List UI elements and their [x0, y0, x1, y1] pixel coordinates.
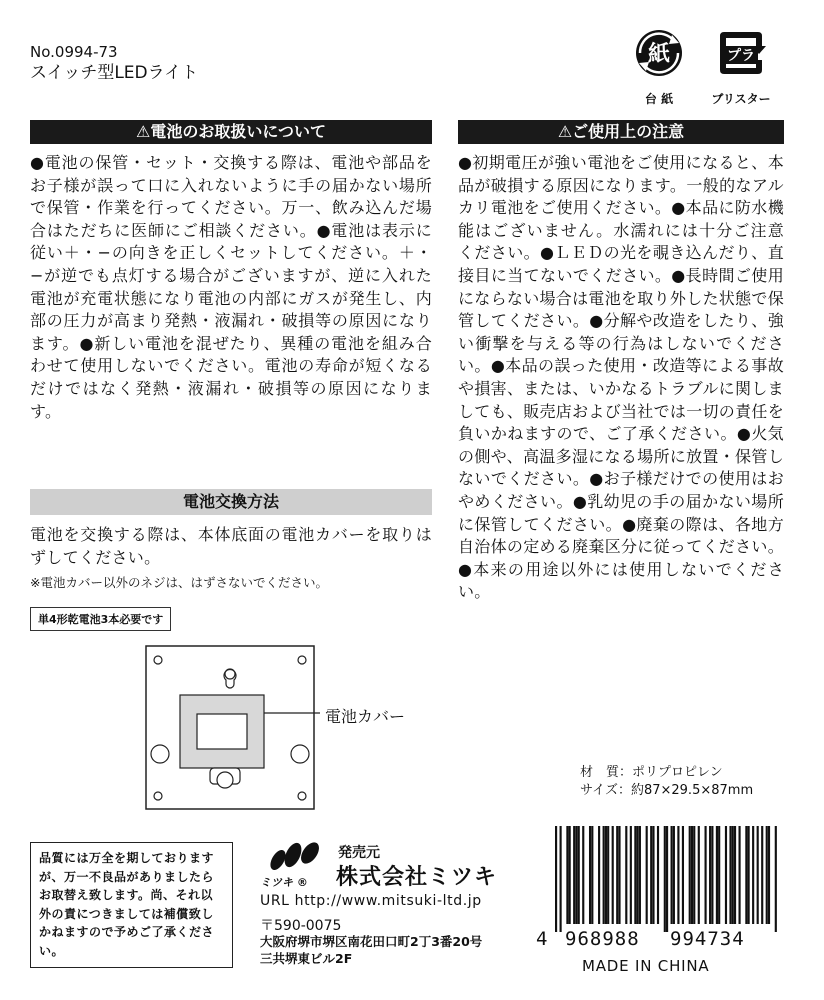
seller-role: 発売元 — [338, 845, 380, 861]
battery-handling-heading: ⚠電池のお取扱いについて — [30, 120, 432, 144]
barcode-bar — [673, 826, 675, 924]
spec-material: 材 質：ポリプロピレン — [580, 765, 723, 780]
barcode-bar — [768, 826, 770, 924]
plastic-symbol: プラ — [727, 48, 755, 64]
mitsuki-logo — [260, 840, 340, 892]
made-in-label: MADE IN CHINA — [582, 957, 710, 975]
barcode-bar — [734, 826, 736, 924]
barcode-bar — [591, 826, 593, 924]
barcode-bar — [705, 826, 707, 924]
barcode-bar — [603, 826, 605, 924]
battery-replacement-note: ※電池カバー以外のネジは、はずさないでください。 — [30, 575, 328, 590]
barcode-bar — [560, 826, 562, 932]
barcode-bar — [616, 826, 618, 924]
barcode-bar — [775, 826, 777, 932]
barcode-bar — [639, 826, 641, 924]
barcode-bar — [578, 826, 580, 924]
barcode-bar — [761, 826, 763, 924]
barcode-group2: 994734 — [670, 928, 745, 950]
barcode-bar — [637, 826, 639, 924]
barcode-bar — [566, 826, 568, 924]
plastic-recycle-mark — [706, 28, 776, 107]
barcode-bar — [630, 826, 632, 924]
barcode-bar — [657, 826, 659, 924]
product-number: No.0994-73 — [30, 43, 118, 61]
barcode-bar — [605, 826, 607, 924]
barcode-bar — [711, 826, 713, 924]
barcode-bar — [555, 826, 557, 932]
barcode-bar — [757, 826, 759, 924]
barcode-bar — [752, 826, 754, 924]
registered-mark: ® — [296, 876, 308, 889]
barcode-bar — [732, 826, 734, 924]
barcode-bar — [689, 826, 691, 924]
barcode-bars — [555, 826, 777, 932]
barcode-bar — [691, 826, 693, 924]
plastic-label: ブリスター — [711, 92, 771, 106]
barcode-bar — [682, 826, 684, 924]
barcode-bar — [693, 826, 695, 924]
spec-size: サイズ：約87×29.5×87mm — [580, 783, 754, 798]
quality-notice: 品質には万全を期しておりますが、万一不良品がありましたらお取替え致します。尚、それ以外の責につきましては補償致しかねますので予めご了承ください。 — [30, 842, 233, 968]
barcode-bar — [677, 826, 679, 924]
address-line2: 三共堺東ビル2F — [260, 951, 353, 966]
company-name: 株式会社ミツキ — [336, 865, 498, 890]
barcode-bar — [698, 826, 700, 924]
paper-recycle-icon — [634, 28, 684, 78]
barcode-bar — [634, 826, 636, 924]
barcode-bar — [652, 826, 654, 924]
paper-label: 台 紙 — [644, 92, 674, 106]
logo-text: ミツキ — [260, 876, 293, 889]
address-line1: 大阪府堺市堺区南花田口町2丁3番20号 — [260, 934, 483, 949]
barcode-bar — [745, 826, 747, 924]
barcode-bar — [598, 826, 600, 924]
battery-replacement-heading: 電池交換方法 — [30, 489, 432, 515]
barcode-bar — [738, 826, 740, 924]
barcode-bar — [573, 826, 575, 924]
barcode-bar — [569, 826, 571, 924]
battery-replacement-text: 電池を交換する際は、本体底面の電池カバーを取りはずしてください。 — [30, 525, 432, 567]
barcode-bar — [725, 826, 727, 924]
battery-requirement: 単4形乾電池3本必要です — [30, 607, 171, 631]
company-url: URL http://www.mitsuki-ltd.jp — [260, 893, 482, 909]
barcode-bar — [618, 826, 620, 924]
barcode-lead-digit: 4 — [536, 928, 548, 950]
paper-symbol: 紙 — [647, 42, 671, 67]
barcode-bar — [589, 826, 591, 924]
usage-caution-text: ●初期電圧が強い電池をご使用になると、本品が破損する原因になります。一般的なアルカリ電池をご使用ください。●本品に防水機能はございません。水濡れには十分ご注意ください。●ＬＥＤの光を覗き込んだり、直接目に当てないでください。●長時間ご使用にならない場合は電池を取り外した状態で保管してください。●分解や改造をしたり、強い衝撃を与える等の行為はしないでください。●本品の誤った使用・改造等による事故や損害、または、いかなるトラブルに関しましても、販売店および当社では一切の責任を負いかねますので、ご了承ください。●火気の側や、高温多湿になる場所に放置・保管しないでください。●お子様だけでの使用はおやめください。●乳幼児の手の届かない場所に保管してください。●廃棄の際は、各地方自治体の定める廃棄区分に従ってください。●本来の用途以外には使用しないでください。 — [458, 153, 785, 602]
barcode-bar — [575, 826, 577, 924]
barcode-group1: 968988 — [565, 928, 640, 950]
barcode-bar — [582, 826, 584, 924]
battery-cover-diagram — [140, 640, 320, 815]
barcode-bar — [664, 826, 666, 932]
barcode-bar — [625, 826, 627, 924]
barcode-bar — [671, 826, 673, 924]
barcode-bar — [646, 826, 648, 924]
barcode-bar — [612, 826, 614, 924]
barcode-bar — [718, 826, 720, 924]
barcode-bar — [716, 826, 718, 924]
leaf-logo-icon — [260, 840, 330, 872]
product-name: スイッチ型LEDライト — [30, 63, 199, 83]
barcode-bar — [766, 826, 768, 924]
barcode-bar — [607, 826, 609, 924]
barcode-bar — [666, 826, 668, 932]
usage-caution-heading: ⚠ご使用上の注意 — [458, 120, 784, 144]
plastic-recycle-icon — [716, 28, 766, 78]
barcode-bar — [729, 826, 731, 924]
battery-handling-text: ●電池の保管・セット・交換する際は、電池や部品をお子様が誤って口に入れないように手の届かない場所で保管・作業を行ってください。万一、飲み込んだ場合はただちに医師にご相談ください。●電池は表示に従い＋・−の向きを正しくセットしてください。＋・−が逆でも点灯する場合がございますが、逆に入れた電池が充電状態になり電池の内部にガスが発生し、内部の圧力が高まり発熱・液漏れ・破損等の原因になります。●新しい電池を混ぜたり、異種の電池を組み合わせて使用しないでください。電池の寿命が短くなるだけではなく発熱・液漏れ・破損等の原因になります。 — [30, 153, 432, 421]
battery-cover-label: 電池カバー — [325, 707, 406, 726]
barcode-bar — [650, 826, 652, 924]
barcode-bar — [709, 826, 711, 924]
barcode-bar — [748, 826, 750, 924]
paper-recycle-mark — [634, 28, 684, 107]
postal-code: 〒590-0075 — [260, 918, 342, 934]
